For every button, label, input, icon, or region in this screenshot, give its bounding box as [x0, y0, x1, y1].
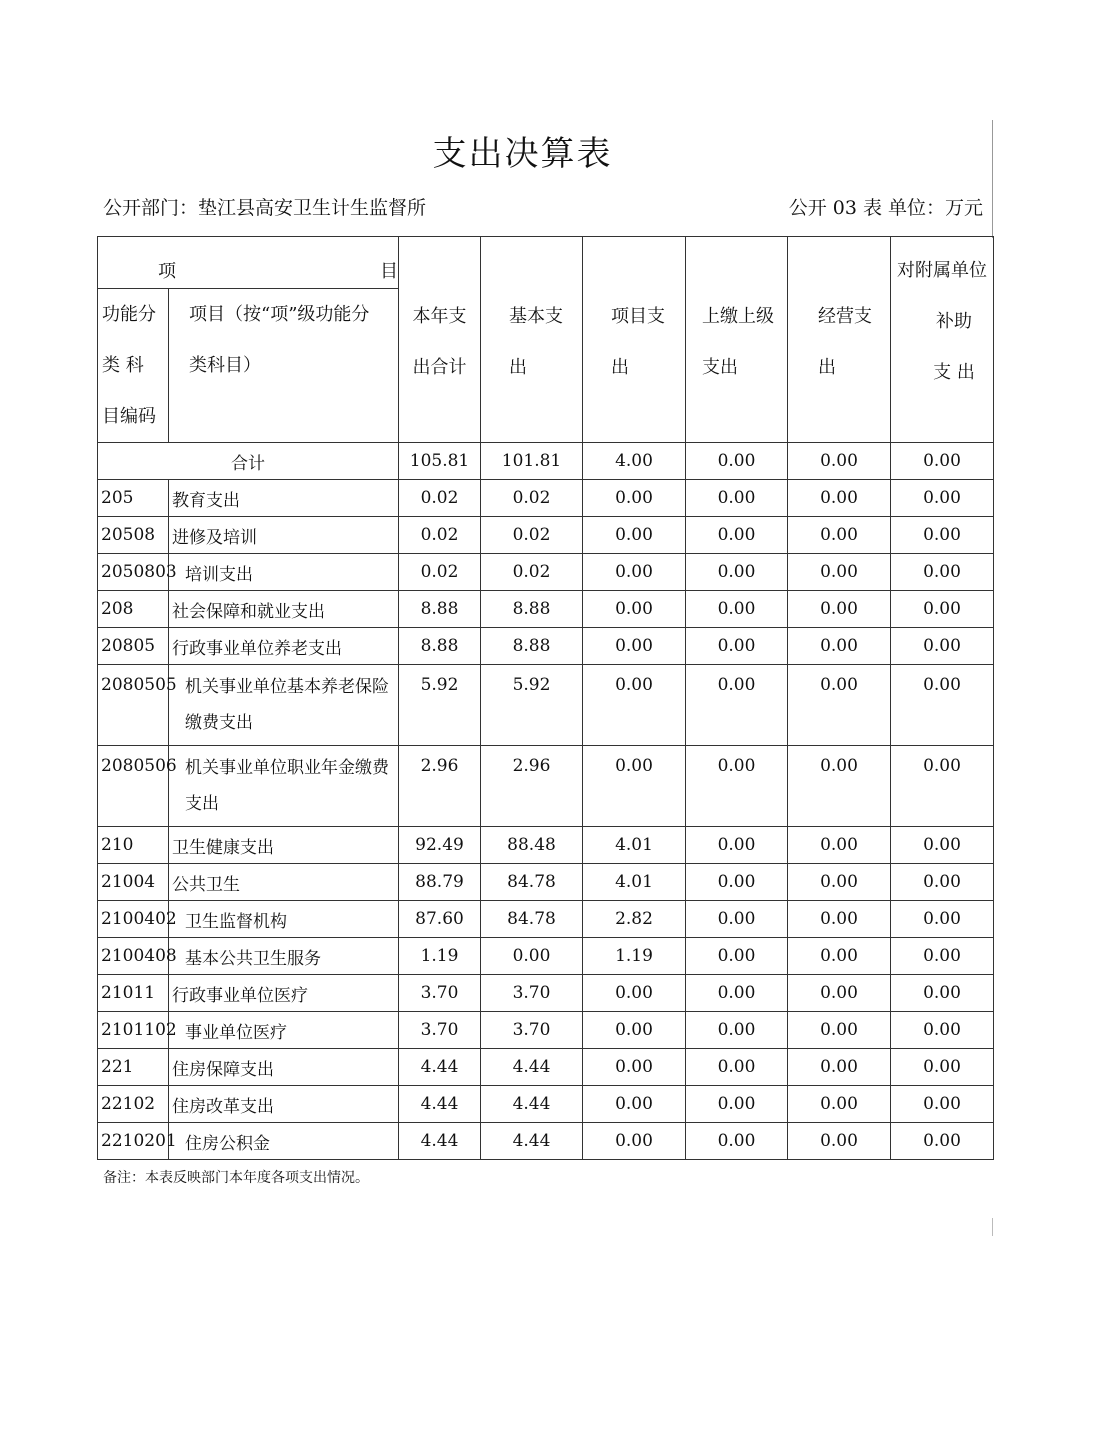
row-code: 2100408: [98, 938, 169, 975]
row-value: 3.70: [481, 1012, 583, 1049]
row-value: 0.00: [583, 554, 686, 591]
row-value: 0.00: [891, 901, 994, 938]
row-value: 87.60: [399, 901, 481, 938]
row-value: 0.00: [686, 591, 788, 628]
row-value: 0.00: [686, 480, 788, 517]
col-header-business: [788, 237, 891, 443]
row-value: 0.00: [583, 480, 686, 517]
row-value: 0.00: [583, 1086, 686, 1123]
row-value: 3.70: [399, 1012, 481, 1049]
row-value: 0.00: [891, 480, 994, 517]
row-value: 0.00: [891, 864, 994, 901]
table-row: [98, 901, 994, 938]
col-header-upper: [686, 237, 788, 443]
expenditure-table: [97, 236, 994, 1160]
row-value: 0.00: [686, 938, 788, 975]
row-value: 0.00: [583, 517, 686, 554]
row-value: 0.00: [788, 975, 891, 1012]
row-code: 2080506: [98, 746, 169, 827]
row-value: 0.00: [686, 1123, 788, 1160]
row-value: 0.00: [891, 665, 994, 746]
row-value: 0.00: [891, 746, 994, 827]
row-value: 0.00: [891, 554, 994, 591]
row-value: 0.02: [481, 554, 583, 591]
row-code: 20805: [98, 628, 169, 665]
row-value: 0.00: [891, 938, 994, 975]
name-col-header: [169, 289, 399, 443]
table-row: [98, 517, 994, 554]
row-name: 教育支出: [169, 480, 399, 517]
row-value: 84.78: [481, 901, 583, 938]
row-code: 21011: [98, 975, 169, 1012]
total-value: 105.81: [399, 443, 481, 480]
row-value: 8.88: [481, 591, 583, 628]
table-row: [98, 480, 994, 517]
col-header-total-line2: 出合计: [412, 356, 467, 378]
row-value: 0.00: [583, 665, 686, 746]
row-name: 公共卫生: [169, 864, 399, 901]
row-name: 机关事业单位职业年金缴费支出: [169, 746, 399, 827]
data-rows: [98, 480, 994, 1160]
row-code: 205: [98, 480, 169, 517]
row-value: 92.49: [399, 827, 481, 864]
project-header-right: 目: [380, 261, 398, 282]
total-row: [98, 443, 994, 480]
code-col-header-line1: 功能分: [102, 304, 156, 325]
row-value: 5.92: [481, 665, 583, 746]
row-name: 进修及培训: [169, 517, 399, 554]
col-header-basic-line2: 出: [509, 356, 527, 378]
table-row: [98, 827, 994, 864]
table-row: [98, 938, 994, 975]
row-code: 2100402: [98, 901, 169, 938]
row-value: 0.02: [481, 480, 583, 517]
col-header-total-line1: 本年支: [412, 305, 467, 327]
row-value: 0.00: [788, 1049, 891, 1086]
total-value: 4.00: [583, 443, 686, 480]
row-value: 0.00: [583, 1012, 686, 1049]
row-value: 0.00: [686, 901, 788, 938]
table-row: [98, 628, 994, 665]
row-value: 0.02: [481, 517, 583, 554]
row-value: 84.78: [481, 864, 583, 901]
department-label: 公开部门：垫江县高安卫生计生监督所: [103, 197, 427, 219]
project-header: [98, 237, 399, 289]
name-col-header-line1: 项目（按“项”级功能分: [189, 304, 370, 325]
row-code: 2050803: [98, 554, 169, 591]
table-row: [98, 746, 994, 827]
row-code: 20508: [98, 517, 169, 554]
page-edge-line-lower: [992, 1218, 993, 1236]
row-name: 培训支出: [169, 554, 399, 591]
row-value: 0.00: [891, 1012, 994, 1049]
row-name: 卫生监督机构: [169, 901, 399, 938]
footnote: 备注：本表反映部门本年度各项支出情况。: [103, 1170, 369, 1186]
row-value: 0.00: [891, 827, 994, 864]
table-row: [98, 1049, 994, 1086]
row-value: 1.19: [583, 938, 686, 975]
col-header-subsidy-line2: 补助: [936, 311, 972, 332]
row-value: 2.82: [583, 901, 686, 938]
row-value: 0.00: [891, 1123, 994, 1160]
row-value: 0.00: [583, 975, 686, 1012]
row-value: 0.00: [583, 1049, 686, 1086]
table-row: [98, 554, 994, 591]
row-code: 2210201: [98, 1123, 169, 1160]
row-value: 2.96: [481, 746, 583, 827]
row-value: 3.70: [481, 975, 583, 1012]
row-code: 221: [98, 1049, 169, 1086]
row-value: 0.00: [788, 1123, 891, 1160]
row-value: 0.00: [686, 975, 788, 1012]
row-value: 88.79: [399, 864, 481, 901]
row-name: 事业单位医疗: [169, 1012, 399, 1049]
total-value: 0.00: [788, 443, 891, 480]
row-value: 5.92: [399, 665, 481, 746]
col-header-upper-line2: 支出: [702, 356, 738, 378]
row-value: 4.44: [399, 1086, 481, 1123]
row-value: 0.00: [788, 554, 891, 591]
row-value: 0.00: [788, 938, 891, 975]
row-code: 22102: [98, 1086, 169, 1123]
table-row: [98, 975, 994, 1012]
row-value: 4.44: [481, 1123, 583, 1160]
name-col-header-line2: 类科目）: [189, 355, 261, 376]
row-name: 住房保障支出: [169, 1049, 399, 1086]
row-value: 4.44: [399, 1123, 481, 1160]
row-value: 0.00: [788, 827, 891, 864]
row-value: 4.44: [481, 1049, 583, 1086]
row-code: 210: [98, 827, 169, 864]
row-code: 208: [98, 591, 169, 628]
row-value: 0.00: [788, 591, 891, 628]
row-value: 0.00: [686, 827, 788, 864]
col-header-upper-line1: 上缴上级: [702, 305, 774, 327]
col-header-business-line1: 经营支: [818, 305, 872, 327]
col-header-project-line2: 出: [611, 356, 629, 378]
col-header-project: [583, 237, 686, 443]
row-value: 0.00: [891, 975, 994, 1012]
row-value: 0.00: [583, 746, 686, 827]
row-value: 0.00: [788, 864, 891, 901]
code-col-header: [98, 289, 169, 443]
table-row: [98, 1012, 994, 1049]
col-header-project-line1: 项目支: [611, 305, 665, 327]
row-name: 社会保障和就业支出: [169, 591, 399, 628]
row-value: 4.01: [583, 864, 686, 901]
row-value: 0.02: [399, 517, 481, 554]
row-value: 3.70: [399, 975, 481, 1012]
row-value: 0.00: [788, 665, 891, 746]
table-row: [98, 1086, 994, 1123]
row-value: 0.00: [891, 628, 994, 665]
header-row-1: [98, 237, 994, 289]
table-row: [98, 665, 994, 746]
row-value: 4.01: [583, 827, 686, 864]
form-unit-label: 公开 03 表 单位：万元: [788, 197, 983, 219]
row-name: 基本公共卫生服务: [169, 938, 399, 975]
col-header-subsidy: [891, 237, 994, 443]
row-name: 行政事业单位养老支出: [169, 628, 399, 665]
col-header-basic-line1: 基本支: [509, 305, 563, 327]
row-code: 2080505: [98, 665, 169, 746]
row-name: 机关事业单位基本养老保险缴费支出: [169, 665, 399, 746]
code-col-header-line2: 类 科: [102, 355, 144, 376]
row-value: 0.00: [686, 1086, 788, 1123]
row-code: 2101102: [98, 1012, 169, 1049]
col-header-total: [399, 237, 481, 443]
total-label: 合计: [98, 443, 399, 480]
row-value: 0.00: [686, 554, 788, 591]
table-row: [98, 1123, 994, 1160]
row-value: 0.00: [686, 864, 788, 901]
row-value: 0.00: [686, 517, 788, 554]
row-value: 0.00: [788, 480, 891, 517]
col-header-business-line2: 出: [818, 356, 836, 378]
row-name: 住房公积金: [169, 1123, 399, 1160]
total-value: 101.81: [481, 443, 583, 480]
code-col-header-line3: 目编码: [102, 406, 156, 427]
row-name: 住房改革支出: [169, 1086, 399, 1123]
row-value: 0.00: [686, 746, 788, 827]
table-row: [98, 864, 994, 901]
row-value: 0.00: [583, 591, 686, 628]
row-value: 2.96: [399, 746, 481, 827]
row-value: 0.00: [686, 1049, 788, 1086]
row-value: 0.00: [788, 517, 891, 554]
row-value: 0.00: [583, 628, 686, 665]
row-value: 0.00: [788, 901, 891, 938]
row-value: 8.88: [399, 591, 481, 628]
row-name: 卫生健康支出: [169, 827, 399, 864]
row-value: 4.44: [399, 1049, 481, 1086]
row-value: 0.00: [686, 665, 788, 746]
row-value: 4.44: [481, 1086, 583, 1123]
row-value: 0.00: [686, 1012, 788, 1049]
total-value: 0.00: [686, 443, 788, 480]
row-value: 0.00: [788, 746, 891, 827]
col-header-subsidy-line1: 对附属单位: [897, 260, 987, 281]
row-value: 88.48: [481, 827, 583, 864]
col-header-subsidy-line3: 支 出: [933, 362, 975, 383]
row-value: 0.00: [891, 517, 994, 554]
row-value: 8.88: [481, 628, 583, 665]
row-value: 0.02: [399, 554, 481, 591]
row-value: 0.00: [788, 628, 891, 665]
table-row: [98, 591, 994, 628]
row-value: 0.00: [686, 628, 788, 665]
row-value: 0.00: [788, 1086, 891, 1123]
col-header-basic: [481, 237, 583, 443]
row-value: 0.00: [891, 591, 994, 628]
row-value: 8.88: [399, 628, 481, 665]
row-value: 0.00: [891, 1086, 994, 1123]
row-value: 0.00: [788, 1012, 891, 1049]
row-value: 0.00: [481, 938, 583, 975]
row-name: 行政事业单位医疗: [169, 975, 399, 1012]
row-value: 0.02: [399, 480, 481, 517]
project-header-left: 项: [158, 261, 176, 282]
row-value: 0.00: [583, 1123, 686, 1160]
row-value: 0.00: [891, 1049, 994, 1086]
page-title: 支出决算表: [432, 134, 613, 174]
row-value: 1.19: [399, 938, 481, 975]
row-code: 21004: [98, 864, 169, 901]
total-value: 0.00: [891, 443, 994, 480]
